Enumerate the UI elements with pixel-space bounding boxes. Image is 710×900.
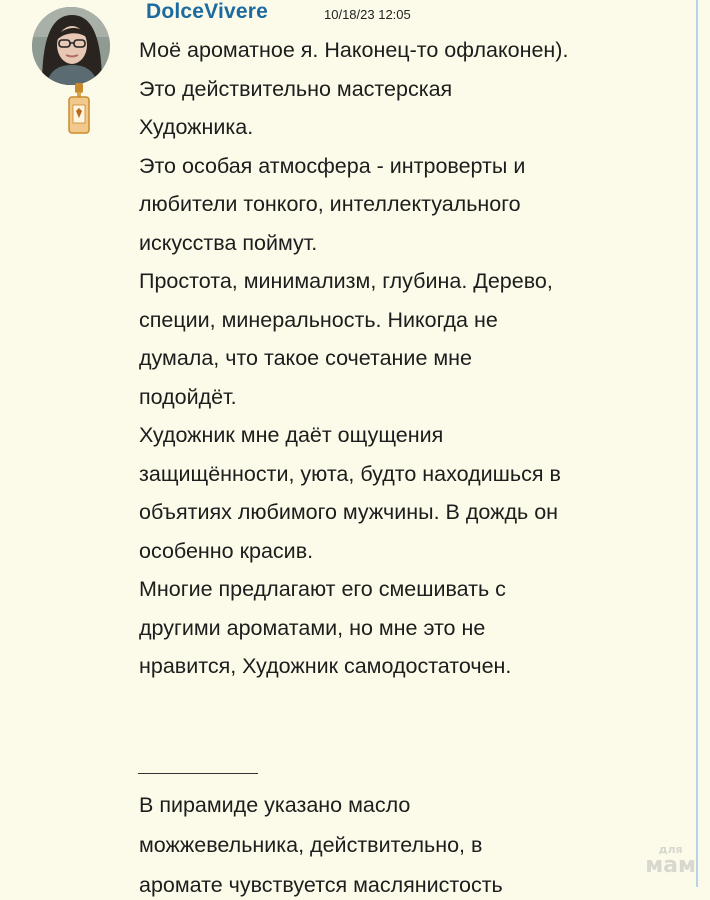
separator <box>138 773 258 774</box>
post-body <box>139 31 704 686</box>
body-line: Это действительно мастерская <box>139 76 453 101</box>
body-line: думала, что такое сочетание мне <box>139 346 472 370</box>
post-timestamp: 10/18/23 12:05 <box>324 7 411 22</box>
watermark-big: мам <box>645 853 696 878</box>
body-line: Простота, минимализм, глубина. Дерево, <box>139 269 553 293</box>
body-line: подойдёт. <box>139 384 237 409</box>
body-line: другими ароматами, но мне это не <box>139 615 486 640</box>
body-line: Художник мне даёт ощущения <box>139 423 444 447</box>
body-line: специи, минеральность. Никогда не <box>139 307 498 332</box>
watermark-small: для <box>658 843 683 856</box>
watermark-logo <box>645 844 696 877</box>
body-line: Моё ароматное я. Наконец-то офлаконен). <box>139 38 569 62</box>
body-line: объятиях любимого мужчины. В дождь он <box>139 500 559 524</box>
post-body-continued <box>139 785 704 865</box>
author-name[interactable]: DolceVivere <box>146 0 269 23</box>
body-line: Многие предлагают его смешивать с <box>139 577 506 601</box>
body-line: Это особая атмосфера - интроверты и <box>139 153 526 178</box>
body-line: нравится, Художник самодостаточен. <box>139 654 512 678</box>
body-line: особенно красив. <box>139 538 314 563</box>
body-line: искусства поймут. <box>139 230 318 255</box>
perfume-bottle-icon <box>66 81 92 137</box>
body-line-cut: аромате чувствуется маслянистость <box>139 873 503 897</box>
body-line: можжевельника, действительно, в <box>139 833 483 857</box>
body-line: защищённости, уюта, будто находишься в <box>139 461 561 486</box>
body-line: Художника. <box>139 115 254 139</box>
avatar[interactable] <box>32 7 110 85</box>
body-line: В пирамиде указано масло <box>139 793 411 817</box>
body-line: любители тонкого, интеллектуального <box>139 192 521 216</box>
